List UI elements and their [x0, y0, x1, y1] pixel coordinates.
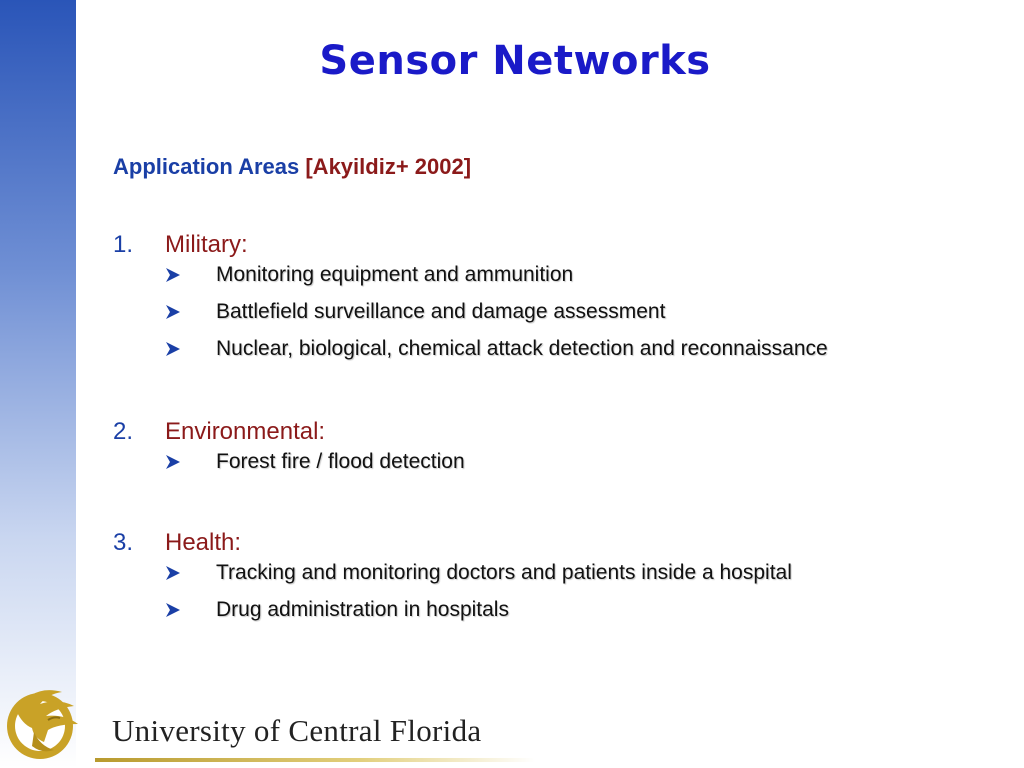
- ucf-pegasus-logo-icon: [4, 680, 84, 764]
- arrow-bullet-icon: [165, 304, 181, 320]
- arrow-bullet-icon: [165, 454, 181, 470]
- arrow-bullet-icon: [165, 267, 181, 283]
- list-item: [113, 297, 828, 334]
- section-heading: [113, 528, 792, 558]
- arrow-bullet-icon: [165, 565, 181, 581]
- section-environmental: [113, 417, 465, 484]
- section-health: [113, 528, 792, 632]
- list-item: [113, 558, 792, 595]
- subtitle-reference: [Akyildiz+ 2002]: [305, 154, 472, 179]
- section-heading-text: Health:: [165, 529, 242, 556]
- list-item-text: Drug administration in hospitals: [216, 598, 509, 621]
- section-number: 2.: [113, 418, 134, 445]
- slide-title: Sensor Networks: [319, 38, 711, 84]
- left-gradient-bar: [0, 0, 76, 768]
- arrow-bullet-icon: [165, 341, 181, 357]
- section-heading: [113, 417, 465, 447]
- section-heading-text: Environmental:: [165, 418, 326, 445]
- section-heading: [113, 230, 828, 260]
- university-name: University of Central Florida: [112, 713, 482, 748]
- slide-subtitle: [113, 154, 471, 180]
- list-item: [113, 334, 828, 371]
- section-military: [113, 230, 828, 371]
- list-item-text: Nuclear, biological, chemical attack detection and reconnaissance: [216, 337, 828, 360]
- list-item: [113, 595, 792, 632]
- list-item-text: Battlefield surveillance and damage assessment: [216, 300, 666, 323]
- arrow-bullet-icon: [165, 602, 181, 618]
- list-item-text: Tracking and monitoring doctors and patients inside a hospital: [216, 561, 792, 584]
- subtitle-main: Application Areas: [113, 154, 300, 179]
- section-heading-text: Military:: [165, 231, 248, 258]
- list-item-text: Monitoring equipment and ammunition: [216, 263, 574, 286]
- footer-divider: [95, 758, 535, 762]
- section-number: 1.: [113, 231, 134, 258]
- section-number: 3.: [113, 529, 134, 556]
- list-item: [113, 260, 828, 297]
- list-item: [113, 447, 465, 484]
- list-item-text: Forest fire / flood detection: [216, 450, 465, 473]
